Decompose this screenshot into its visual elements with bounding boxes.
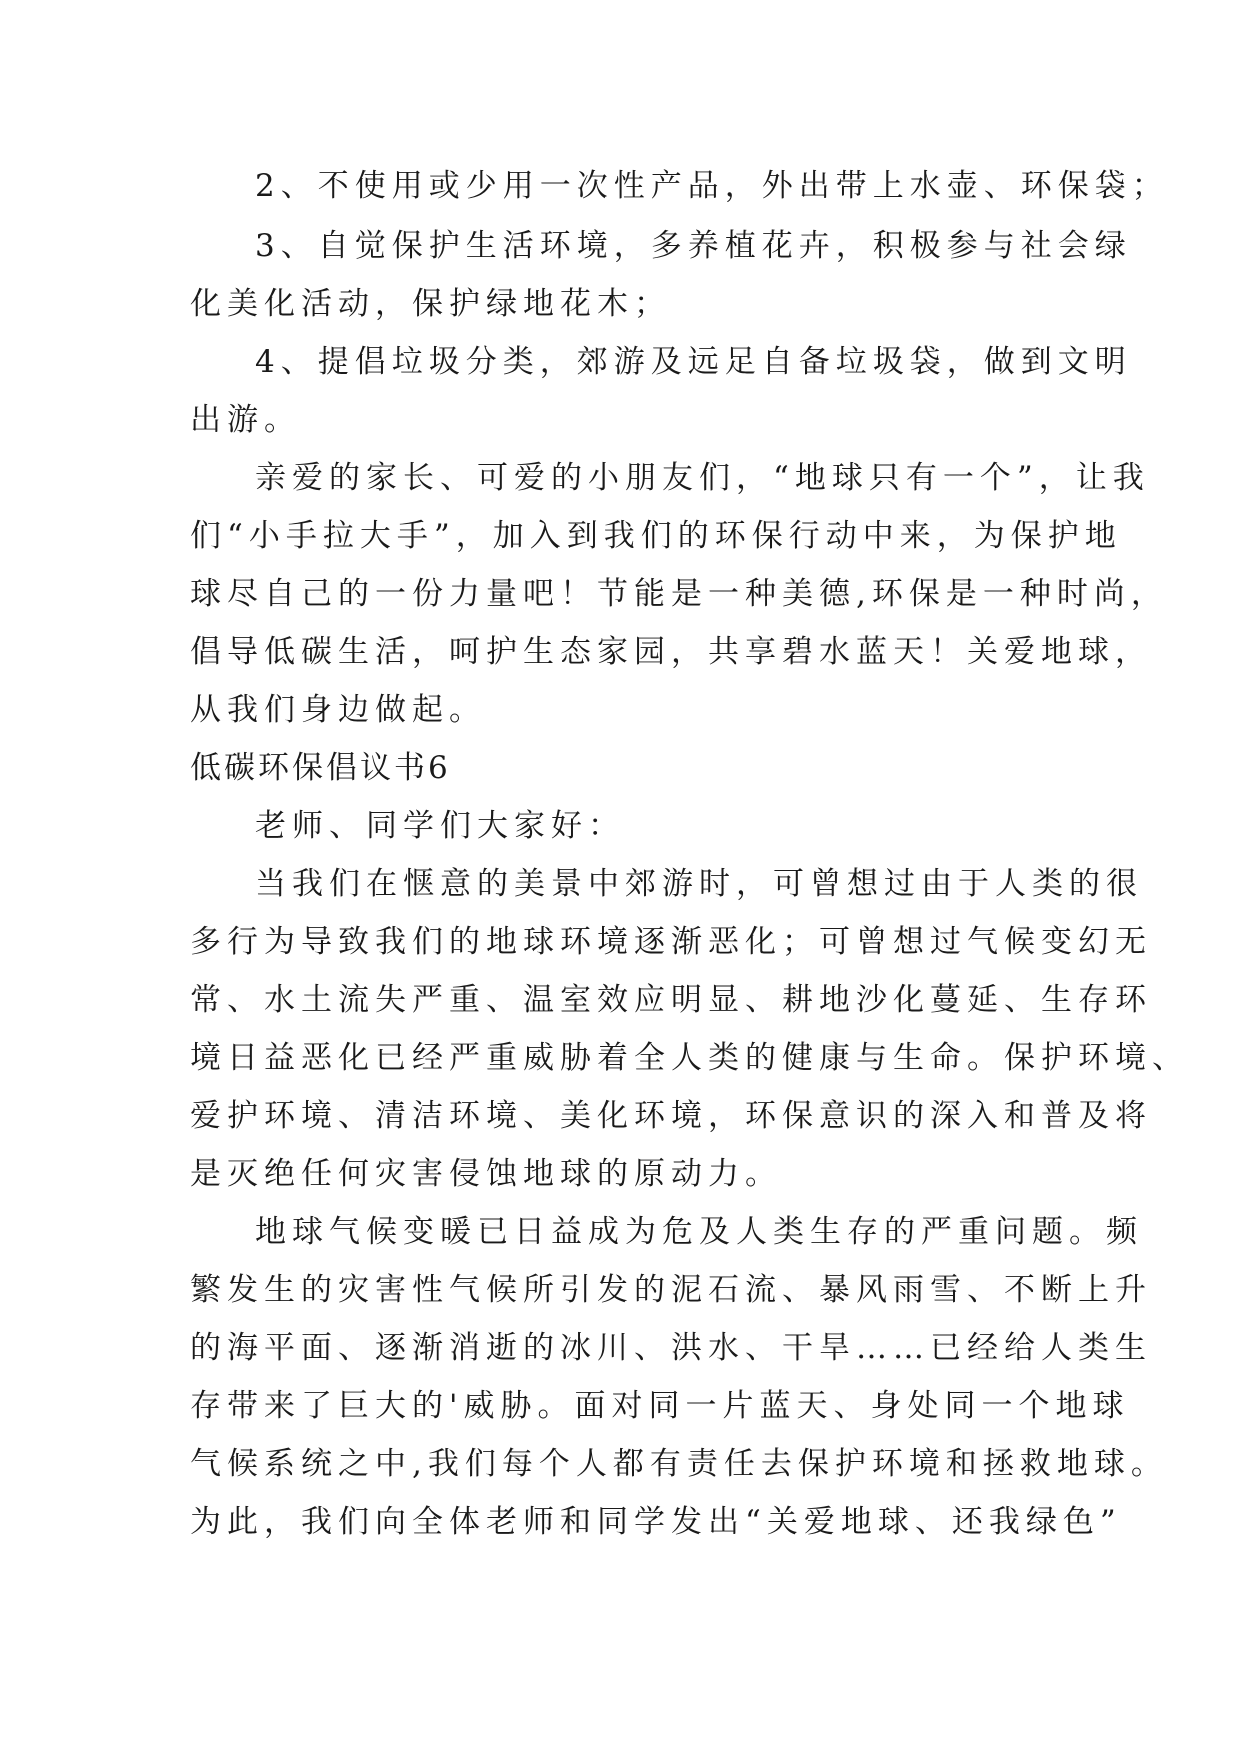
- paragraph-line: 球尽自己的一份力量吧！节能是一种美德,环保是一种时尚，: [190, 576, 1168, 612]
- paragraph-line: 地球气候变暖已日益成为危及人类生存的严重问题。频: [255, 1214, 1143, 1250]
- paragraph-line: 从我们身边做起。: [190, 692, 486, 728]
- paragraph-line: 当我们在惬意的美景中郊游时，可曾想过由于人类的很: [255, 866, 1143, 902]
- paragraph-line: 们“小手拉大手”，加入到我们的环保行动中来，为保护地: [190, 518, 1122, 554]
- paragraph-line: 为此，我们向全体老师和同学发出“关爱地球、还我绿色”: [190, 1504, 1122, 1540]
- paragraph-line: 爱护环境、清洁环境、美化环境，环保意识的深入和普及将: [190, 1098, 1152, 1134]
- paragraph-line: 境日益恶化已经严重威胁着全人类的健康与生命。保护环境、: [190, 1040, 1189, 1076]
- list-item-3-line-1: 3、自觉保护生活环境，多养植花卉，积极参与社会绿: [255, 228, 1132, 264]
- paragraph-line: 多行为导致我们的地球环境逐渐恶化；可曾想过气候变幻无: [190, 924, 1152, 960]
- paragraph-line: 倡导低碳生活，呵护生态家园，共享碧水蓝天！关爱地球，: [190, 634, 1152, 670]
- paragraph-line: 是灭绝任何灾害侵蚀地球的原动力。: [190, 1156, 782, 1192]
- list-item-3-line-2: 化美化活动，保护绿地花木；: [190, 286, 671, 322]
- paragraph-line: 的海平面、逐渐消逝的冰川、洪水、干旱……已经给人类生: [190, 1330, 1152, 1366]
- list-item-4-line-2: 出游。: [190, 402, 301, 438]
- list-item-2: 2、不使用或少用一次性产品，外出带上水壶、环保袋；: [255, 168, 1169, 204]
- paragraph-line: 繁发生的灾害性气候所引发的泥石流、暴风雨雪、不断上升: [190, 1272, 1152, 1308]
- greeting: 老师、同学们大家好：: [255, 808, 625, 844]
- paragraph-line: 亲爱的家长、可爱的小朋友们，“地球只有一个”，让我: [255, 460, 1150, 496]
- paragraph-line: 气候系统之中,我们每个人都有责任去保护环境和拯救地球。: [190, 1446, 1168, 1482]
- paragraph-line: 常、水土流失严重、温室效应明显、耕地沙化蔓延、生存环: [190, 982, 1152, 1018]
- section-title: 低碳环保倡议书6: [190, 750, 451, 786]
- list-item-4-line-1: 4、提倡垃圾分类，郊游及远足自备垃圾袋，做到文明: [255, 344, 1132, 380]
- paragraph-line: 存带来了巨大的'威胁。面对同一片蓝天、身处同一个地球: [190, 1388, 1130, 1424]
